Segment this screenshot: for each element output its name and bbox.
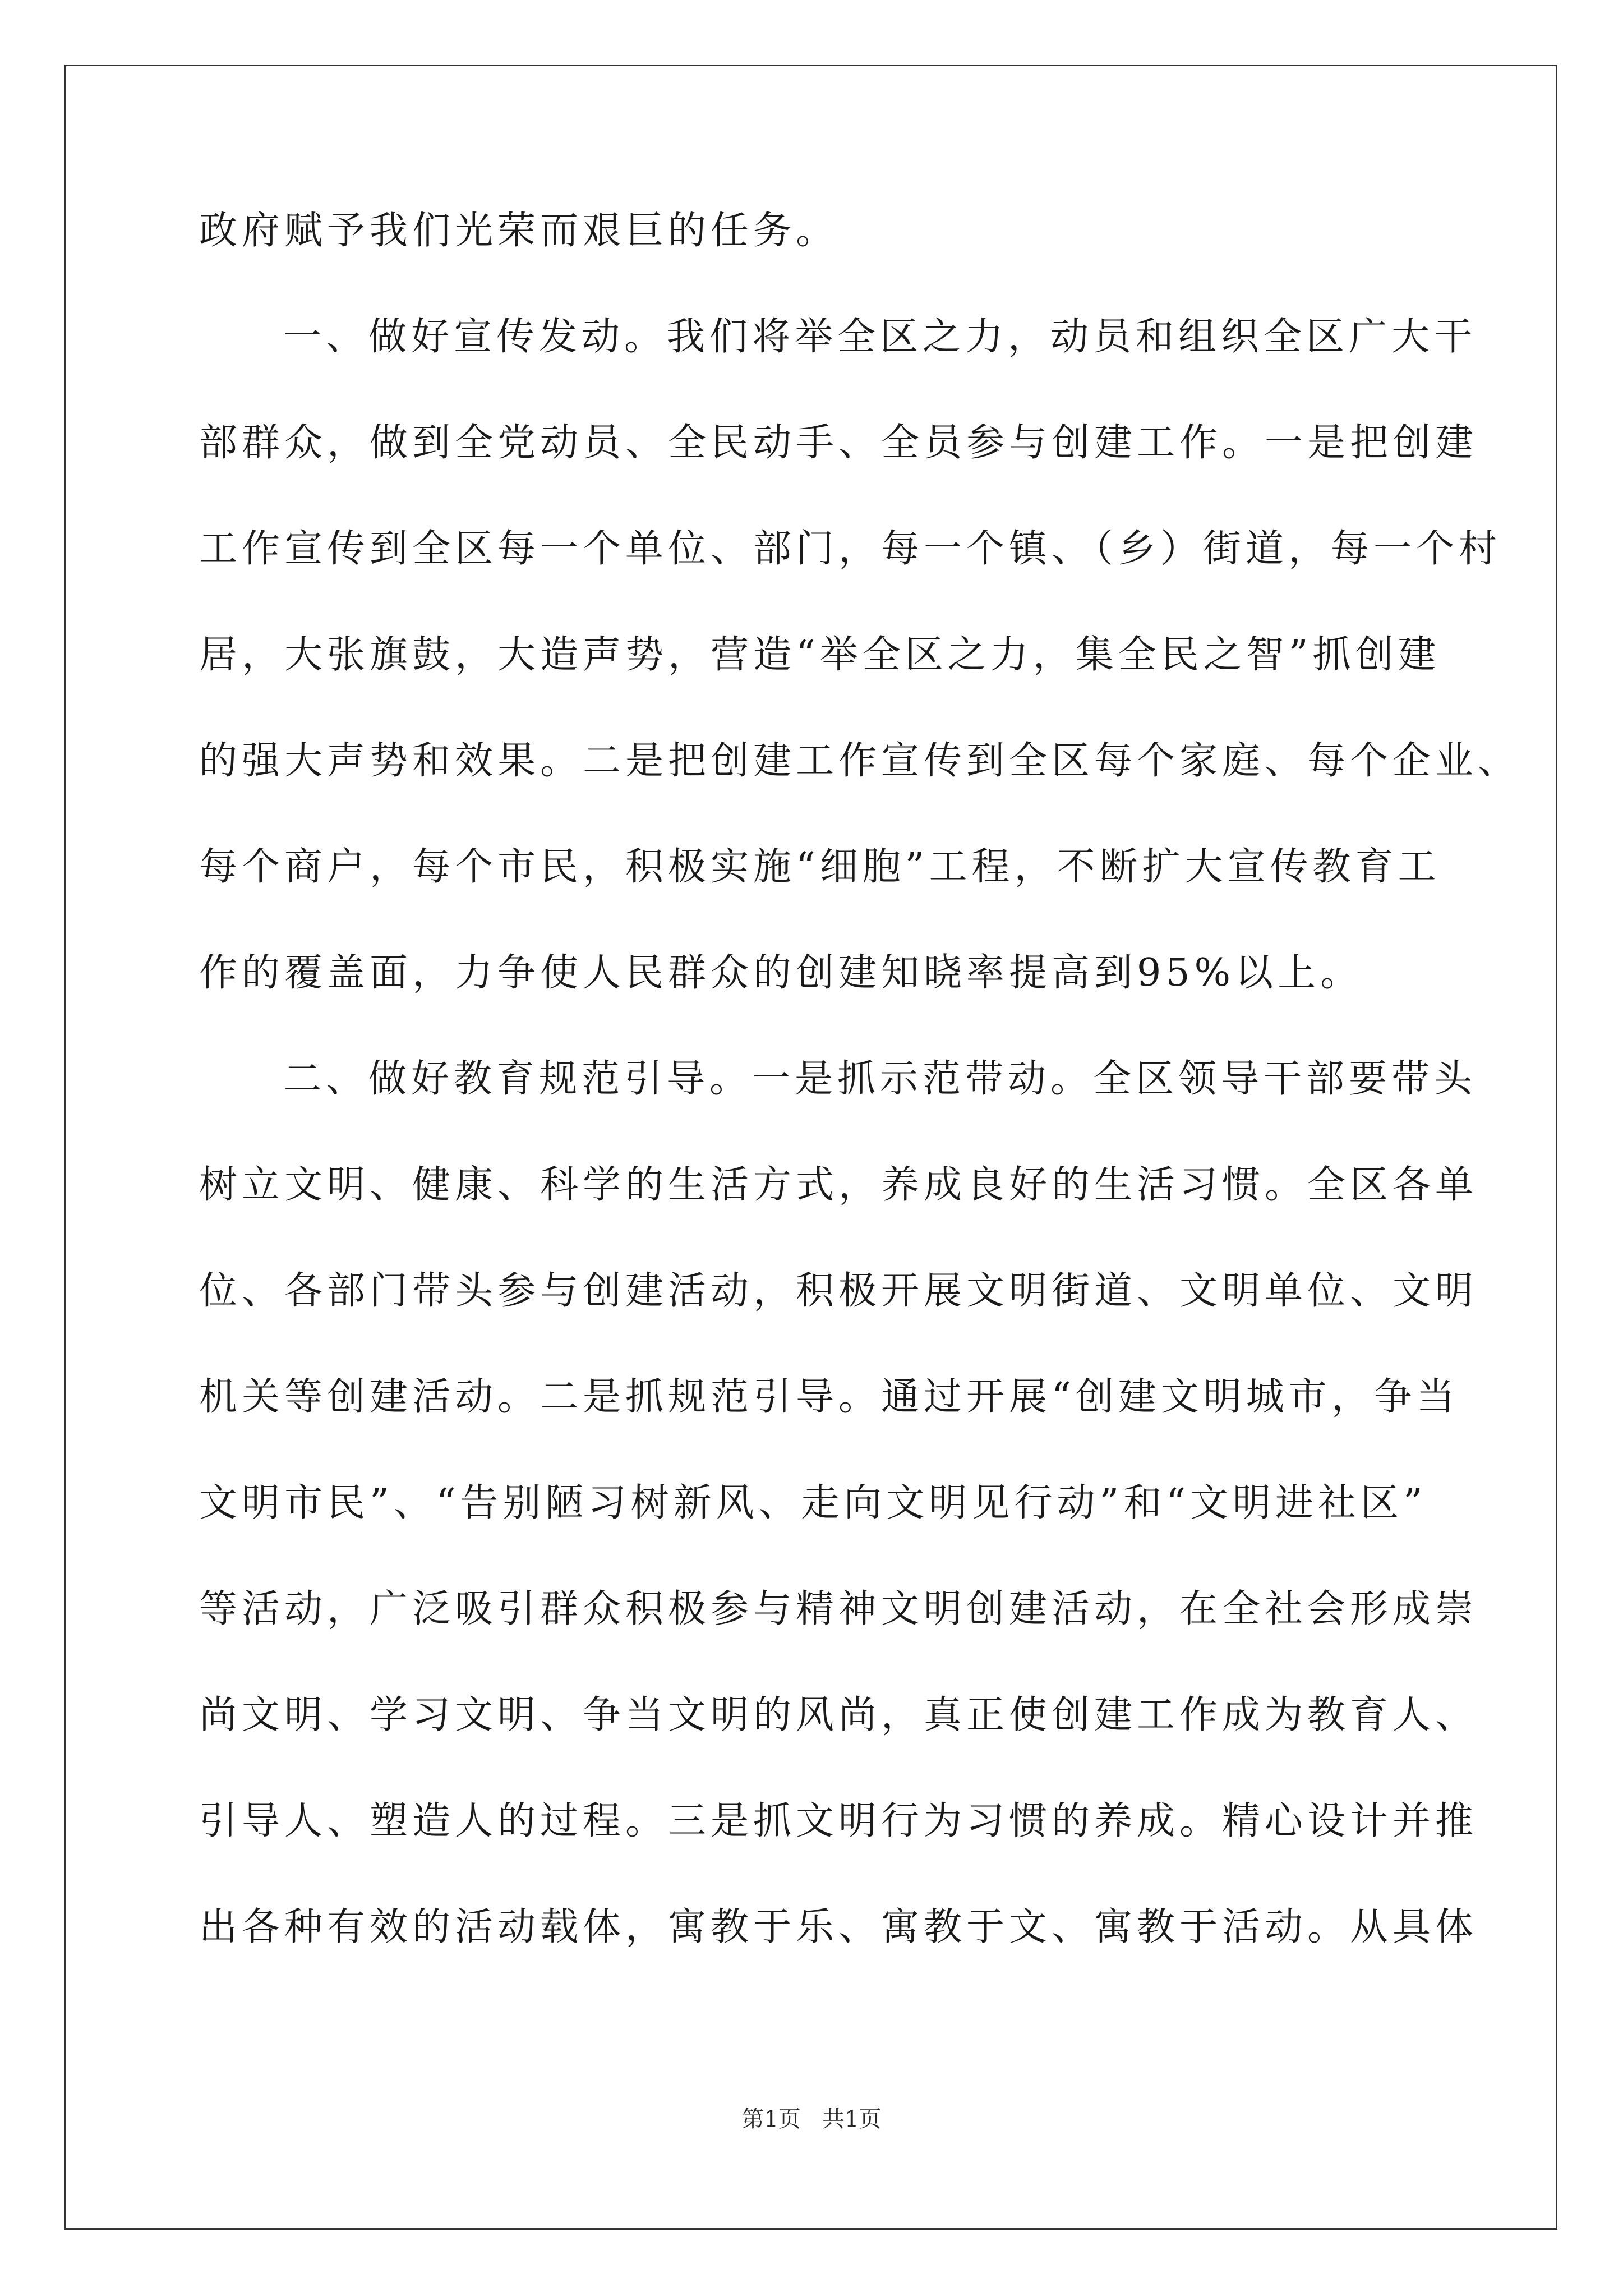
text-line: 等活动，广泛吸引群众积极参与精神文明创建活动，在全社会形成崇 xyxy=(199,1587,1478,1631)
document-body xyxy=(199,197,1521,1961)
text-line: 引导人、塑造人的过程。三是抓文明行为习惯的养成。精心设计并推 xyxy=(199,1799,1478,1843)
text-line: 出各种有效的活动载体，寓教于乐、寓教于文、寓教于活动。从具体 xyxy=(199,1905,1478,1949)
text-line: 的强大声势和效果。二是把创建工作宣传到全区每个家庭、每个企业、 xyxy=(199,739,1521,783)
text-line: 部群众，做到全党动员、全民动手、全员参与创建工作。一是把创建 xyxy=(199,421,1478,465)
text-line: 位、各部门带头参与创建活动，积极开展文明街道、文明单位、文明 xyxy=(199,1269,1478,1313)
text-line: 机关等创建活动。二是抓规范引导。通过开展“创建文明城市，争当 xyxy=(199,1375,1459,1419)
text-line: 工作宣传到全区每一个单位、部门，每一个镇、（乡）街道，每一个村 xyxy=(199,527,1502,571)
text-line: 每个商户，每个市民，积极实施“细胞”工程，不断扩大宣传教育工 xyxy=(199,845,1441,889)
text-line: 文明市民”、“告别陋习树新风、走向文明见行动”和“文明进社区” xyxy=(199,1481,1427,1525)
text-line: 政府赋予我们光荣而艰巨的任务。 xyxy=(199,209,839,253)
text-line: 树立文明、健康、科学的生活方式，养成良好的生活习惯。全区各单 xyxy=(199,1163,1478,1207)
text-line: 尚文明、学习文明、争当文明的风尚，真正使创建工作成为教育人、 xyxy=(199,1693,1478,1737)
paragraph-start-line: 一、做好宣传发动。我们将举全区之力，动员和组织全区广大干 xyxy=(283,315,1477,359)
text-line: 居，大张旗鼓，大造声势，营造“举全区之力，集全民之智”抓创建 xyxy=(199,633,1441,677)
paragraph-start-line: 二、做好教育规范引导。一是抓示范带动。全区领导干部要带头 xyxy=(283,1057,1477,1101)
text-line: 作的覆盖面，力争使人民群众的创建知晓率提高到95%以上。 xyxy=(199,951,1363,995)
page-number-footer: 第1页 共1页 xyxy=(741,2106,882,2132)
